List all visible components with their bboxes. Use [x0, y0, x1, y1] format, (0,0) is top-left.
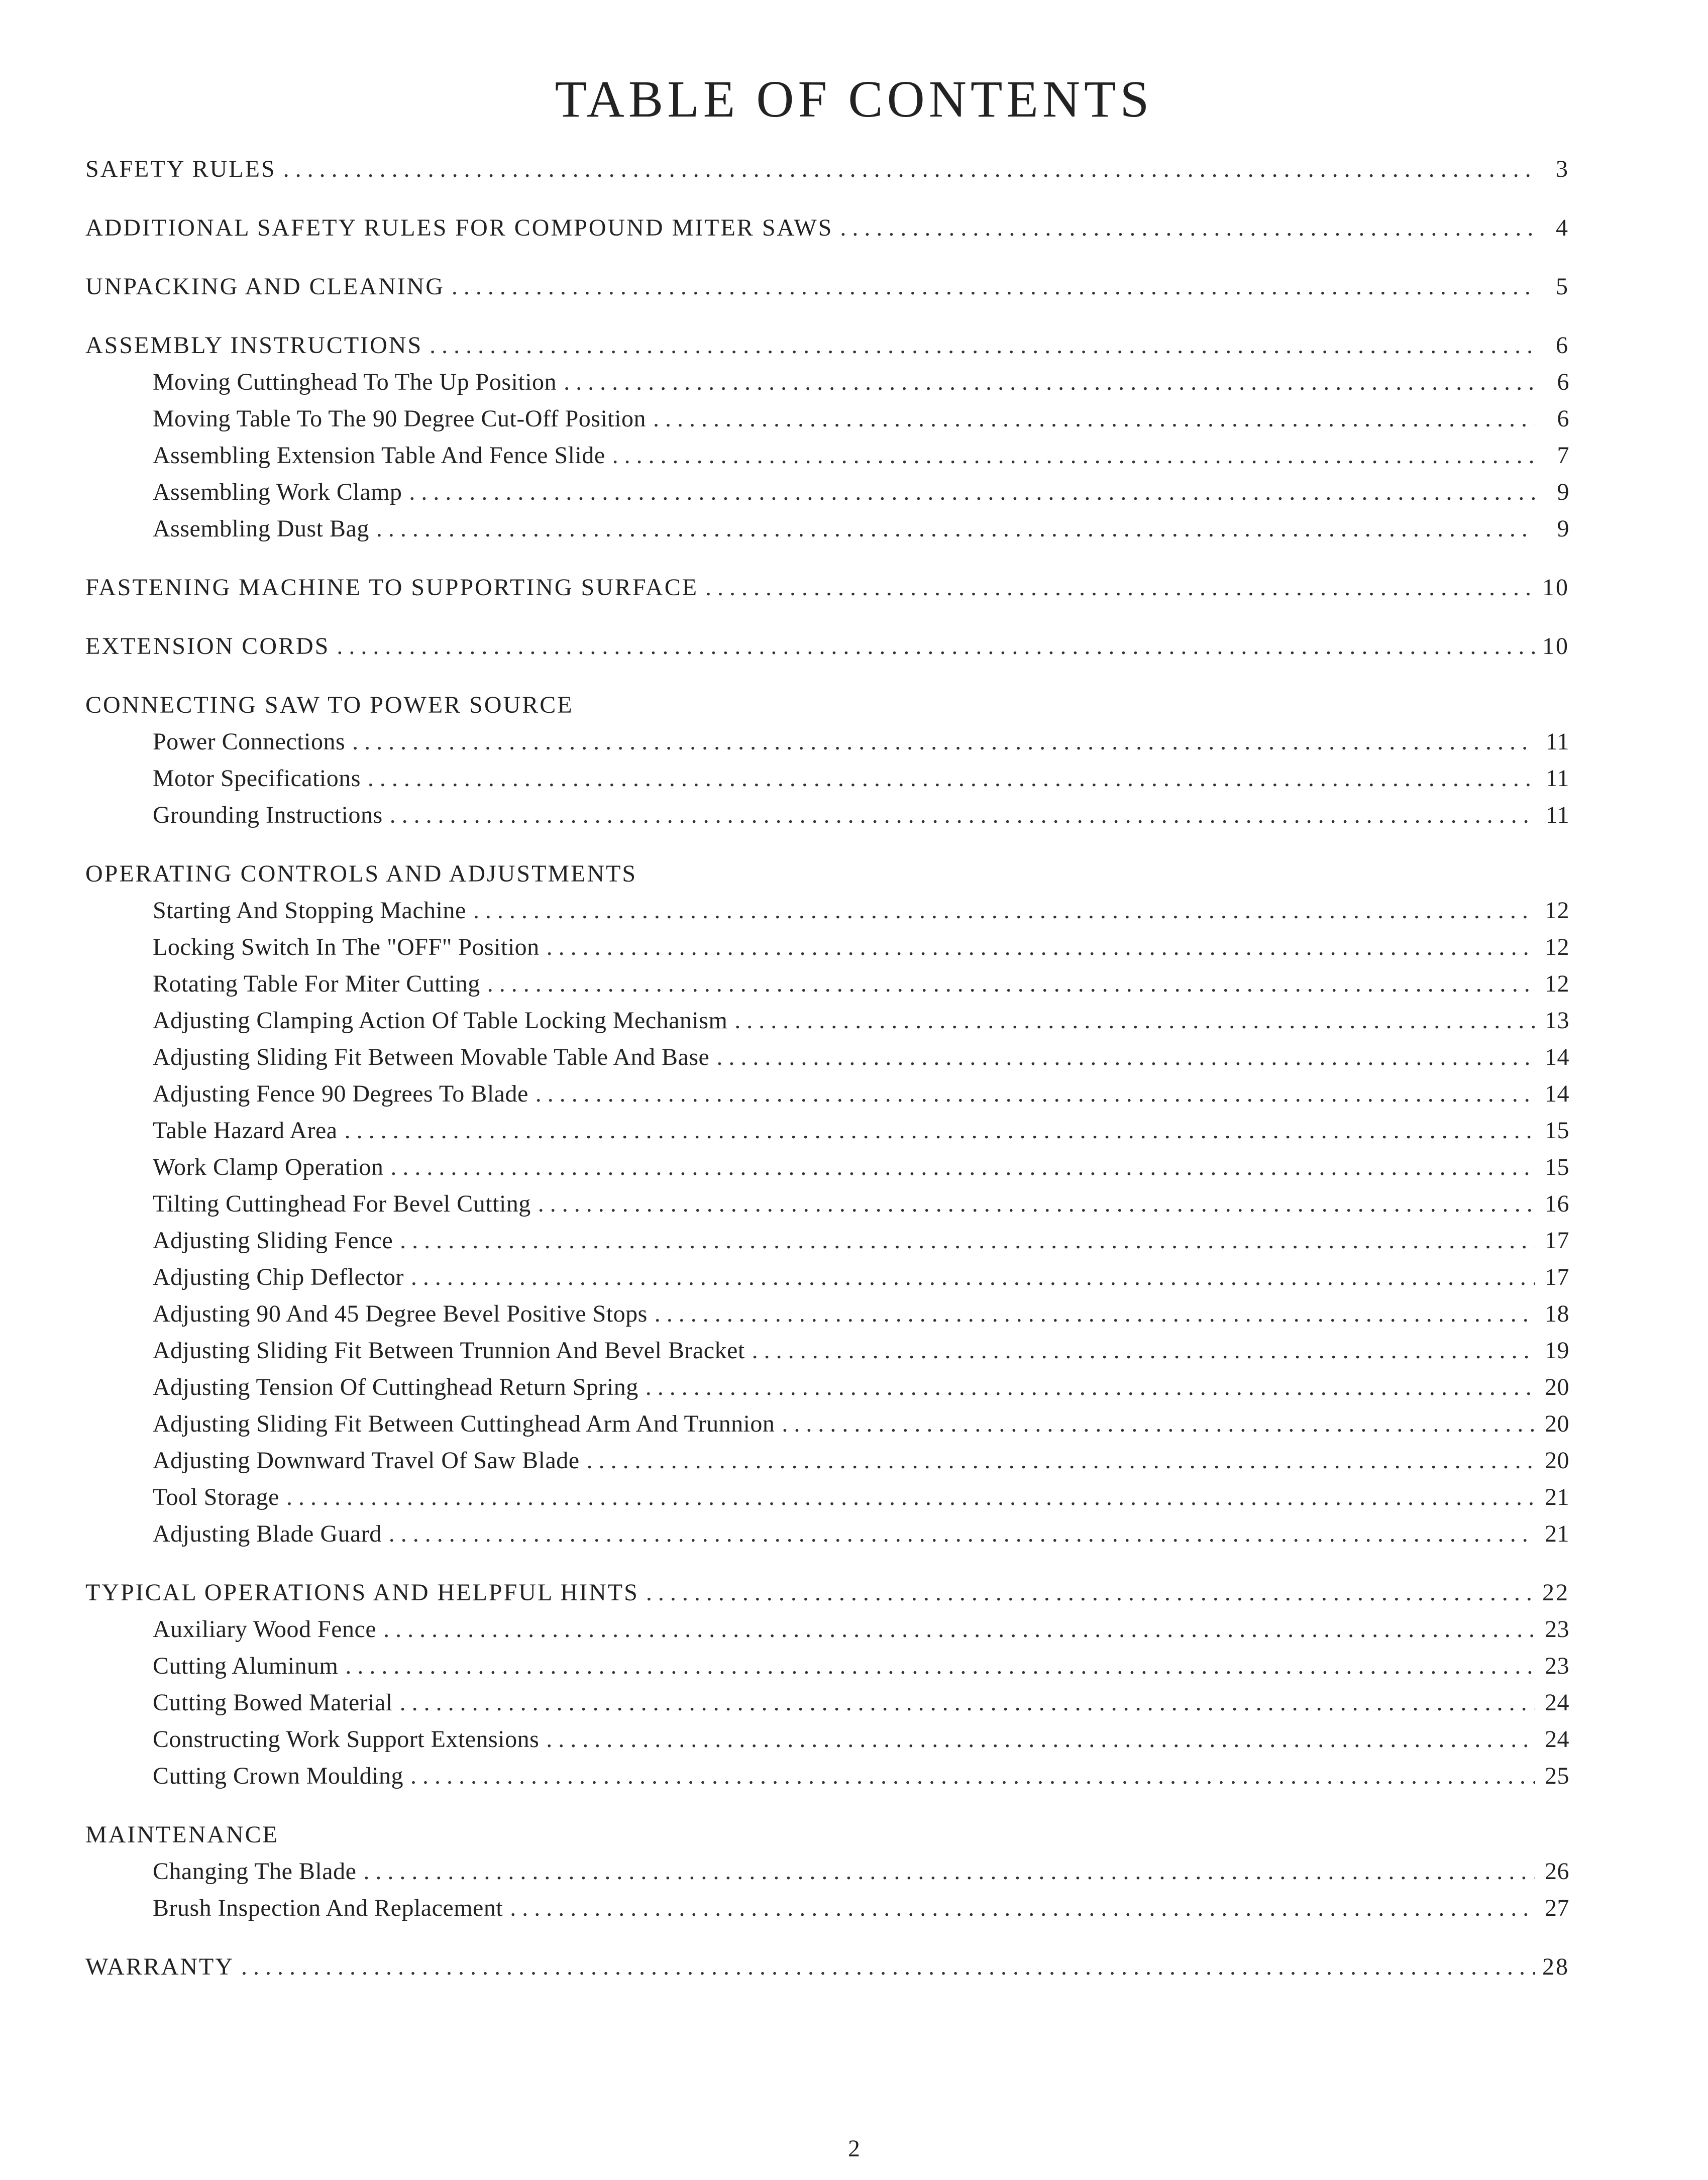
toc-entry	[85, 1479, 1569, 1515]
dot-leader	[653, 400, 1535, 437]
toc-page-number: 11	[1545, 765, 1569, 792]
toc-page-number: 25	[1545, 1763, 1569, 1789]
toc-entry	[85, 1002, 1569, 1039]
toc-page-number: 19	[1545, 1337, 1569, 1364]
dot-leader	[547, 929, 1535, 965]
toc-entry	[85, 510, 1569, 547]
toc-section	[85, 1816, 1569, 1853]
dot-leader	[410, 1758, 1535, 1794]
toc-label: Adjusting Clamping Action Of Table Locking Mechanism	[153, 1007, 728, 1034]
toc-section	[85, 687, 1569, 723]
toc-entry	[85, 1721, 1569, 1758]
toc-page-number: 17	[1545, 1227, 1569, 1254]
toc-page-number: 9	[1557, 515, 1569, 542]
dot-leader	[411, 1259, 1535, 1295]
toc-entry	[85, 797, 1569, 833]
toc-page-number: 16	[1545, 1190, 1569, 1217]
toc-label: Cutting Aluminum	[153, 1653, 339, 1679]
dot-leader	[286, 1479, 1535, 1515]
toc-page-number: 15	[1545, 1117, 1569, 1144]
toc-page-number: 12	[1545, 934, 1569, 960]
dot-leader	[612, 437, 1535, 474]
dot-leader	[376, 510, 1535, 547]
dot-leader	[705, 569, 1535, 606]
toc-entry	[85, 1684, 1569, 1721]
toc-entry	[85, 1369, 1569, 1405]
dot-leader	[400, 1222, 1535, 1259]
toc-label: Adjusting Sliding Fit Between Trunnion And Bevel Bracket	[153, 1337, 745, 1364]
dot-leader	[368, 760, 1535, 797]
dot-leader	[241, 1948, 1535, 1985]
toc-entry	[85, 364, 1569, 400]
dot-leader	[345, 1112, 1535, 1149]
toc-section	[85, 1574, 1569, 1611]
toc-page-number: 21	[1545, 1484, 1569, 1510]
toc-page-number: 24	[1545, 1726, 1569, 1753]
toc-label: ADDITIONAL SAFETY RULES FOR COMPOUND MITER SAWS	[85, 214, 833, 241]
toc-page-number: 3	[1556, 156, 1569, 182]
toc-page-number: 7	[1557, 442, 1569, 469]
toc-label: EXTENSION CORDS	[85, 633, 330, 660]
toc-label: CONNECTING SAW TO POWER SOURCE	[85, 692, 574, 718]
toc-label: Power Connections	[153, 728, 346, 755]
dot-leader	[337, 628, 1535, 665]
toc-page-number: 20	[1545, 1410, 1569, 1437]
toc-label: UNPACKING AND CLEANING	[85, 273, 445, 300]
toc-page-number: 21	[1545, 1520, 1569, 1547]
toc-section	[85, 268, 1569, 305]
dot-leader	[430, 327, 1535, 364]
toc-entry	[85, 1112, 1569, 1149]
toc-label: Constructing Work Support Extensions	[153, 1726, 540, 1753]
toc-page-number: 24	[1545, 1689, 1569, 1716]
toc-label: Grounding Instructions	[153, 802, 383, 828]
toc-page-number: 9	[1557, 479, 1569, 505]
dot-leader	[587, 1442, 1535, 1479]
page-title: TABLE OF CONTENTS	[555, 70, 1153, 128]
toc-label: Tilting Cuttinghead For Bevel Cutting	[153, 1190, 531, 1217]
toc-label: ASSEMBLY INSTRUCTIONS	[85, 332, 423, 359]
toc-page-number: 6	[1556, 332, 1569, 359]
dot-leader	[352, 723, 1535, 760]
toc-page-number: 11	[1545, 728, 1569, 755]
toc-page-number: 27	[1545, 1895, 1569, 1921]
dot-leader	[390, 797, 1535, 833]
toc-page-number: 6	[1557, 405, 1569, 432]
toc-entry	[85, 1222, 1569, 1259]
toc-entry	[85, 437, 1569, 474]
toc-section	[85, 855, 1569, 892]
toc-page-number: 26	[1545, 1858, 1569, 1885]
toc-label: Tool Storage	[153, 1484, 279, 1510]
dot-leader	[536, 1075, 1535, 1112]
page-number: 2	[848, 2135, 860, 2162]
dot-leader	[409, 474, 1535, 510]
toc-label: Assembling Extension Table And Fence Slide	[153, 442, 605, 469]
toc-page-number: 22	[1542, 1579, 1569, 1606]
toc-label: FASTENING MACHINE TO SUPPORTING SURFACE	[85, 574, 699, 601]
dot-leader	[363, 1853, 1535, 1890]
toc-label: Starting And Stopping Machine	[153, 897, 466, 924]
toc-section	[85, 628, 1569, 665]
toc-entry	[85, 965, 1569, 1002]
toc-page-number: 10	[1542, 633, 1569, 660]
toc-label: Adjusting Blade Guard	[153, 1520, 382, 1547]
toc-entry	[85, 1332, 1569, 1369]
dot-leader	[782, 1405, 1535, 1442]
toc-entry	[85, 1442, 1569, 1479]
dot-leader	[389, 1515, 1535, 1552]
toc-label: Adjusting Downward Travel Of Saw Blade	[153, 1447, 580, 1474]
toc-label: Cutting Crown Moulding	[153, 1763, 404, 1789]
dot-leader	[452, 268, 1535, 305]
toc-page-number: 5	[1556, 273, 1569, 300]
dot-leader	[473, 892, 1535, 929]
toc-page-number: 20	[1545, 1447, 1569, 1474]
toc-label: Adjusting Sliding Fit Between Cuttinghead Arm And Trunnion	[153, 1410, 775, 1437]
toc-page-number: 15	[1545, 1154, 1569, 1180]
toc-page-number: 6	[1557, 369, 1569, 395]
toc-entry	[85, 1185, 1569, 1222]
toc-label: Moving Cuttinghead To The Up Position	[153, 369, 557, 395]
toc-label: Changing The Blade	[153, 1858, 357, 1885]
table-of-contents	[85, 151, 1569, 1985]
toc-entry	[85, 1890, 1569, 1926]
toc-page-number: 14	[1545, 1080, 1569, 1107]
toc-label: Rotating Table For Miter Cutting	[153, 970, 480, 997]
toc-entry	[85, 1039, 1569, 1075]
toc-entry	[85, 929, 1569, 965]
toc-label: Brush Inspection And Replacement	[153, 1895, 503, 1921]
toc-entry	[85, 400, 1569, 437]
toc-section	[85, 209, 1569, 246]
toc-page-number: 23	[1545, 1653, 1569, 1679]
toc-page-number: 13	[1545, 1007, 1569, 1034]
toc-label: Cutting Bowed Material	[153, 1689, 393, 1716]
dot-leader	[752, 1332, 1535, 1369]
toc-entry	[85, 723, 1569, 760]
toc-page-number: 20	[1545, 1374, 1569, 1400]
toc-label: Assembling Dust Bag	[153, 515, 369, 542]
toc-page-number: 23	[1545, 1616, 1569, 1643]
dot-leader	[734, 1002, 1535, 1039]
dot-leader	[510, 1890, 1535, 1926]
toc-entry	[85, 1758, 1569, 1794]
toc-page-number: 10	[1542, 574, 1569, 601]
toc-page-number: 17	[1545, 1264, 1569, 1290]
toc-label: Adjusting Tension Of Cuttinghead Return Spring	[153, 1374, 638, 1400]
toc-label: OPERATING CONTROLS AND ADJUSTMENTS	[85, 860, 637, 887]
toc-entry	[85, 1405, 1569, 1442]
dot-leader	[283, 151, 1535, 187]
toc-entry	[85, 1515, 1569, 1552]
toc-page-number: 11	[1545, 802, 1569, 828]
toc-section	[85, 569, 1569, 606]
toc-label: WARRANTY	[85, 1953, 234, 1980]
toc-label: Adjusting Fence 90 Degrees To Blade	[153, 1080, 528, 1107]
toc-entry	[85, 1259, 1569, 1295]
toc-label: Adjusting Sliding Fit Between Movable Table And Base	[153, 1044, 710, 1070]
toc-section	[85, 151, 1569, 187]
toc-label: Work Clamp Operation	[153, 1154, 384, 1180]
toc-entry	[85, 1149, 1569, 1185]
dot-leader	[383, 1611, 1535, 1648]
toc-entry	[85, 474, 1569, 510]
toc-page-number: 4	[1556, 214, 1569, 241]
toc-label: Motor Specifications	[153, 765, 361, 792]
toc-page-number: 12	[1545, 897, 1569, 924]
toc-label: MAINTENANCE	[85, 1821, 279, 1848]
toc-label: TYPICAL OPERATIONS AND HELPFUL HINTS	[85, 1579, 639, 1606]
toc-label: Assembling Work Clamp	[153, 479, 402, 505]
dot-leader	[390, 1149, 1535, 1185]
toc-entry	[85, 760, 1569, 797]
toc-section	[85, 1948, 1569, 1985]
dot-leader	[487, 965, 1535, 1002]
toc-entry	[85, 1611, 1569, 1648]
toc-entry	[85, 1853, 1569, 1890]
dot-leader	[655, 1295, 1535, 1332]
toc-entry	[85, 892, 1569, 929]
toc-page-number: 18	[1545, 1300, 1569, 1327]
dot-leader	[564, 364, 1535, 400]
toc-label: Adjusting Sliding Fence	[153, 1227, 393, 1254]
dot-leader	[646, 1369, 1535, 1405]
toc-label: Locking Switch In The "OFF" Position	[153, 934, 540, 960]
toc-label: Adjusting 90 And 45 Degree Bevel Positive Stops	[153, 1300, 648, 1327]
toc-section	[85, 327, 1569, 364]
dot-leader	[716, 1039, 1535, 1075]
toc-label: Table Hazard Area	[153, 1117, 338, 1144]
dot-leader	[538, 1185, 1535, 1222]
toc-label: Moving Table To The 90 Degree Cut-Off Position	[153, 405, 646, 432]
toc-entry	[85, 1075, 1569, 1112]
toc-page-number: 14	[1545, 1044, 1569, 1070]
toc-label: Adjusting Chip Deflector	[153, 1264, 404, 1290]
dot-leader	[345, 1648, 1535, 1684]
toc-label: Auxiliary Wood Fence	[153, 1616, 377, 1643]
toc-entry	[85, 1295, 1569, 1332]
dot-leader	[546, 1721, 1535, 1758]
toc-entry	[85, 1648, 1569, 1684]
toc-page-number: 28	[1542, 1953, 1569, 1980]
toc-page-number: 12	[1545, 970, 1569, 997]
dot-leader	[840, 209, 1535, 246]
dot-leader	[400, 1684, 1535, 1721]
dot-leader	[646, 1574, 1535, 1611]
toc-label: SAFETY RULES	[85, 156, 276, 182]
